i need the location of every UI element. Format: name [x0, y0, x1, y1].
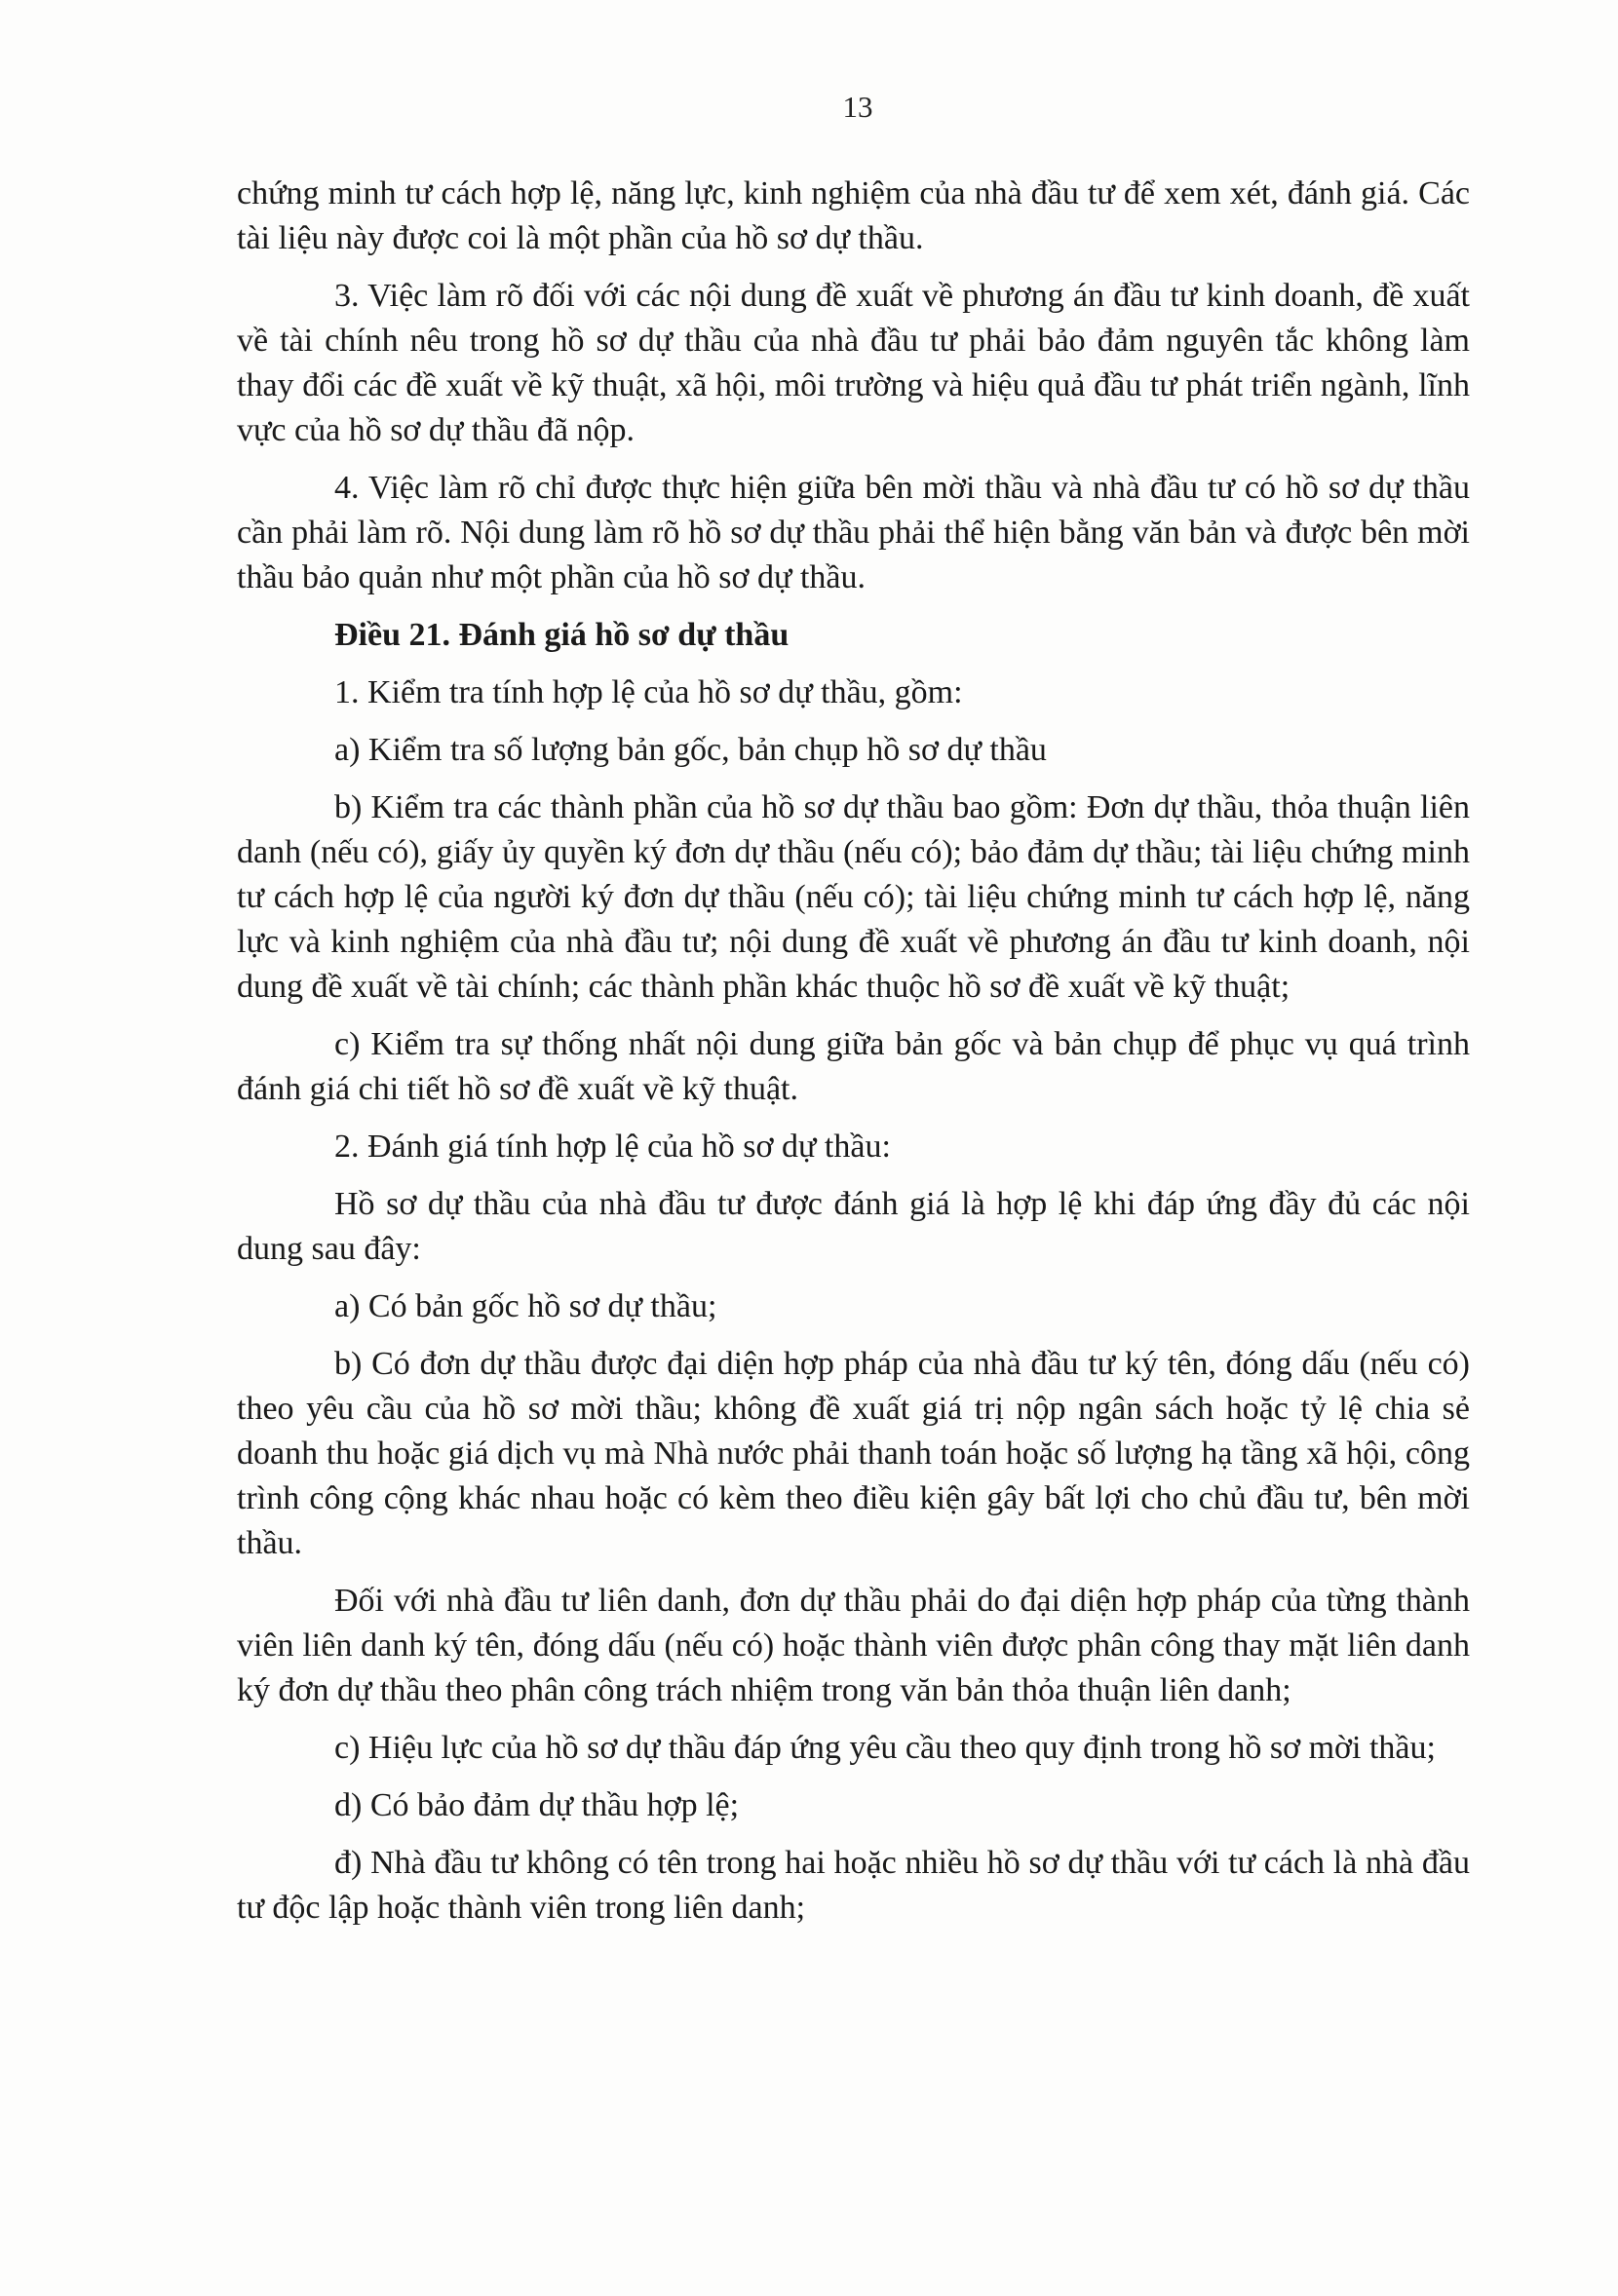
- paragraph-item-2d: d) Có bảo đảm dự thầu hợp lệ;: [334, 1787, 740, 1823]
- paragraph-item-2b-joint: Đối với nhà đầu tư liên danh, đơn dự thầu phải do đại diện hợp pháp của từng thành viên liên danh ký tên, đóng dấu (nếu có) hoặc thành viên được phân công thay mặt liên danh ký đơn dự thầu theo phân công trách nhiệm trong văn bản thỏa thuận liên danh;: [237, 1583, 1470, 1708]
- paragraph-item-1b: b) Kiểm tra các thành phần của hồ sơ dự thầu bao gồm: Đơn dự thầu, thỏa thuận liên danh (nếu có), giấy ủy quyền ký đơn dự thầu (nếu có); bảo đảm dự thầu; tài liệu chứng minh tư cách hợp lệ của người ký đơn dự thầu (nếu có); tài liệu chứng minh tư cách hợp lệ, năng lực và kinh nghiệm của nhà đầu tư; nội dung đề xuất về phương án đầu tư kinh doanh, nội dung đề xuất về tài chính; các thành phần khác thuộc hồ sơ đề xuất về kỹ thuật;: [237, 789, 1470, 1005]
- paragraph-continuation: chứng minh tư cách hợp lệ, năng lực, kinh nghiệm của nhà đầu tư để xem xét, đánh giá. Các tài liệu này được coi là một phần của hồ sơ dự thầu.: [237, 175, 1470, 256]
- document-body: [237, 172, 1470, 1943]
- paragraph-item-1: 1. Kiểm tra tính hợp lệ của hồ sơ dự thầu, gồm:: [334, 674, 963, 710]
- article-heading: Điều 21. Đánh giá hồ sơ dự thầu: [334, 617, 790, 653]
- paragraph-item-2: 2. Đánh giá tính hợp lệ của hồ sơ dự thầu:: [334, 1129, 891, 1165]
- paragraph-clause-3: 3. Việc làm rõ đối với các nội dung đề xuất về phương án đầu tư kinh doanh, đề xuất về tài chính nêu trong hồ sơ dự thầu của nhà đầu tư phải bảo đảm nguyên tắc không làm thay đổi các đề xuất về kỹ thuật, xã hội, môi trường và hiệu quả đầu tư phát triển ngành, lĩnh vực của hồ sơ dự thầu đã nộp.: [237, 278, 1470, 448]
- paragraph-item-2c: c) Hiệu lực của hồ sơ dự thầu đáp ứng yêu cầu theo quy định trong hồ sơ mời thầu;: [334, 1730, 1436, 1766]
- paragraph-item-2a: a) Có bản gốc hồ sơ dự thầu;: [334, 1288, 717, 1324]
- paragraph-item-1c: c) Kiểm tra sự thống nhất nội dung giữa bản gốc và bản chụp để phục vụ quá trình đánh giá chi tiết hồ sơ đề xuất về kỹ thuật.: [237, 1026, 1470, 1107]
- paragraph-item-2b: b) Có đơn dự thầu được đại diện hợp pháp của nhà đầu tư ký tên, đóng dấu (nếu có) theo yêu cầu của hồ sơ mời thầu; không đề xuất giá trị nộp ngân sách hoặc tỷ lệ chia sẻ doanh thu hoặc giá dịch vụ mà Nhà nước phải thanh toán hoặc số lượng hạ tầng xã hội, công trình công cộng khác nhau hoặc có kèm theo điều kiện gây bất lợi cho chủ đầu tư, bên mời thầu.: [237, 1346, 1470, 1561]
- paragraph-clause-4: 4. Việc làm rõ chỉ được thực hiện giữa bên mời thầu và nhà đầu tư có hồ sơ dự thầu cần phải làm rõ. Nội dung làm rõ hồ sơ dự thầu phải thể hiện bằng văn bản và được bên mời thầu bảo quản như một phần của hồ sơ dự thầu.: [237, 470, 1470, 595]
- paragraph-item-1a: a) Kiểm tra số lượng bản gốc, bản chụp hồ sơ dự thầu: [334, 732, 1047, 768]
- paragraph-item-2-intro: Hồ sơ dự thầu của nhà đầu tư được đánh giá là hợp lệ khi đáp ứng đầy đủ các nội dung sau đây:: [237, 1186, 1470, 1267]
- paragraph-item-2dd: đ) Nhà đầu tư không có tên trong hai hoặc nhiều hồ sơ dự thầu với tư cách là nhà đầu tư độc lập hoặc thành viên trong liên danh;: [237, 1845, 1470, 1926]
- page-number: 13: [842, 90, 873, 124]
